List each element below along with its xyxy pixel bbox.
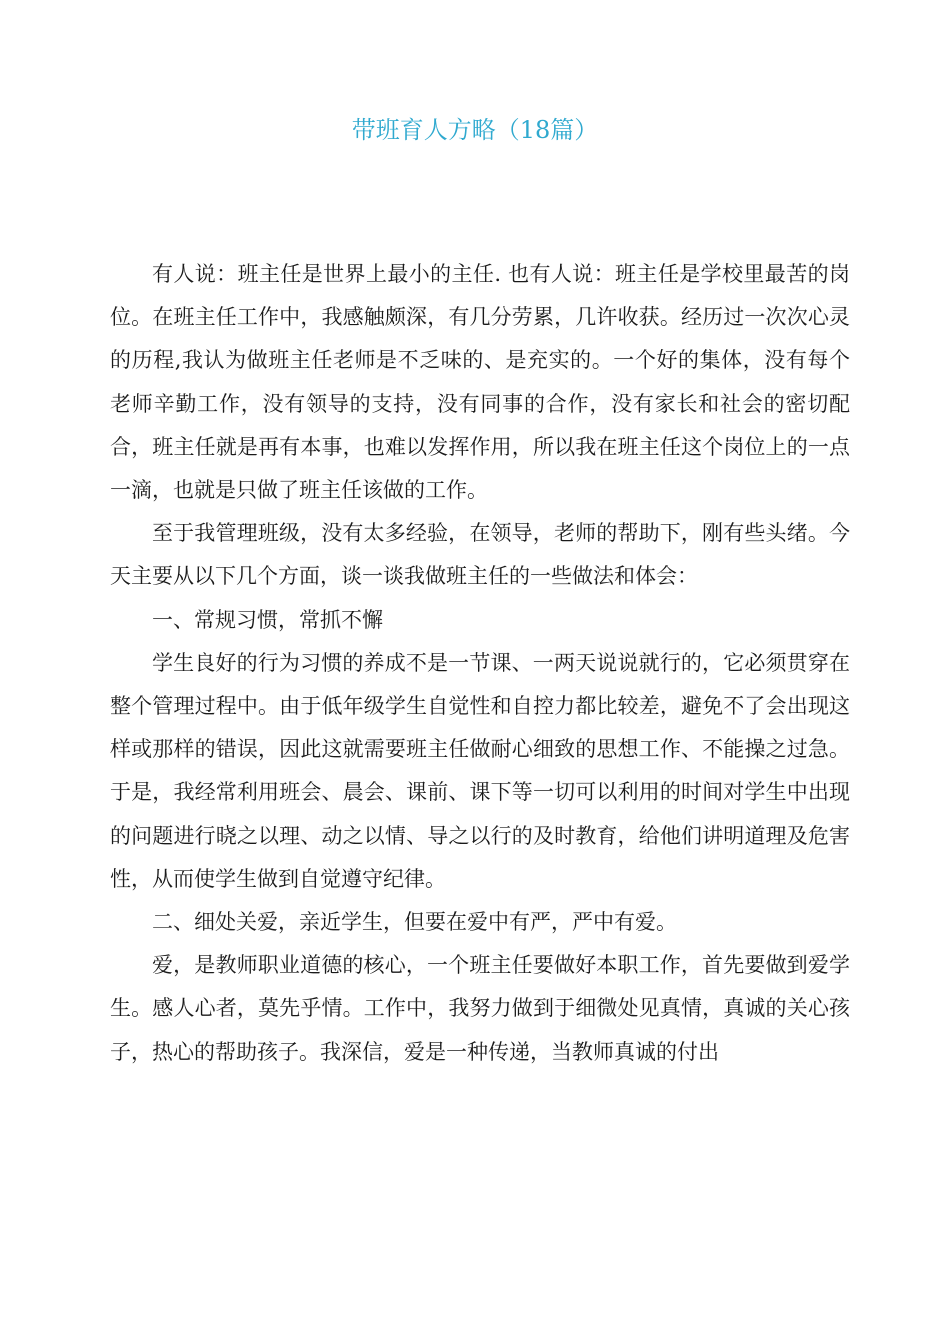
paragraph-intro: 有人说：班主任是世界上最小的主任. 也有人说：班主任是学校里最苦的岗位。在班主任工作中，我感触颇深，有几分劳累，几许收获。经历过一次次心灵的历程,我认为做班主任老师是不乏味的、是充实的。一个好的集体，没有每个老师辛勤工作，没有领导的支持，没有同事的合作，没有家长和社会的密切配合，班主任就是再有本事，也难以发挥作用，所以我在班主任这个岗位上的一点一滴，也就是只做了班主任该做的工作。 [110,262,850,503]
section-heading-2: 二、细处关爱，亲近学生，但要在爱中有严，严中有爱。 [152,910,677,935]
section-heading-1: 一、常规习惯，常抓不懈 [152,607,383,632]
paragraph-habits: 学生良好的行为习惯的养成不是一节课、一两天说说就行的，它必须贯穿在整个管理过程中。由于低年级学生自觉性和自控力都比较差，避免不了会出现这样或那样的错误，因此这就需要班主任做耐心细致的思想工作、不能操之过急。于是，我经常利用班会、晨会、课前、课下等一切可以利用的时间对学生中出现的问题进行晓之以理、动之以情、导之以行的及时教育，给他们讲明道理及危害性，从而使学生做到自觉遵守纪律。 [110,650,850,891]
document-title: 带班育人方略（18篇） [351,116,599,144]
paragraph-care: 爱，是教师职业道德的核心，一个班主任要做好本职工作，首先要做到爱学生。感人心者，莫先乎情。工作中，我努力做到于细微处见真情，真诚的关心孩子，热心的帮助孩子。我深信，爱是一种传递，当教师真诚的付出 [110,953,850,1064]
paragraph-overview: 至于我管理班级，没有太多经验，在领导，老师的帮助下，刚有些头绪。今天主要从以下几个方面，谈一谈我做班主任的一些做法和体会： [110,521,850,589]
document-body [110,253,850,1074]
